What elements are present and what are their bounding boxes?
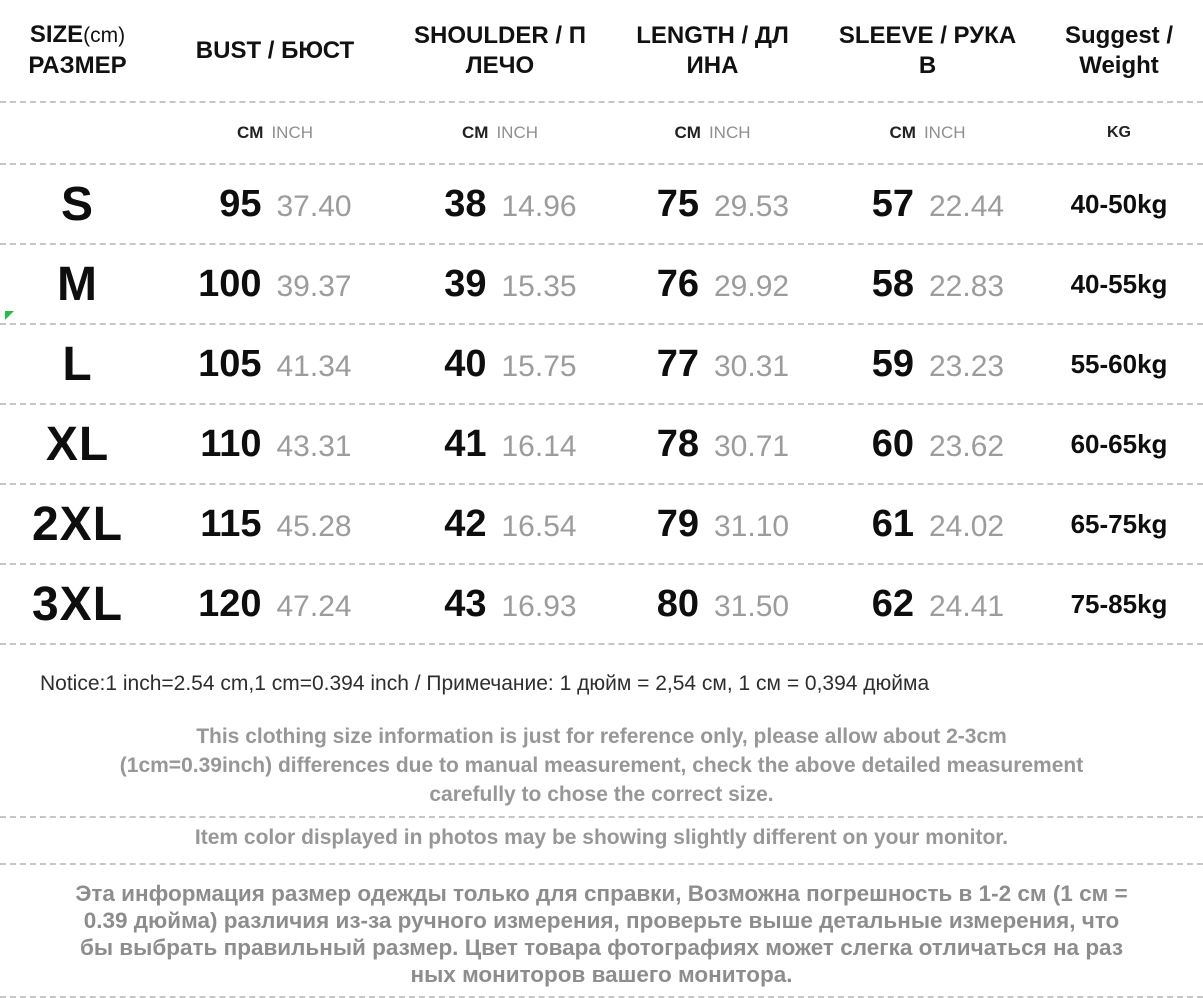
shoulder-cell [395, 183, 605, 226]
header-size-unit: (cm) [83, 24, 126, 47]
weight-value: 55-60kg [1070, 348, 1168, 379]
shoulder-cell [395, 503, 605, 546]
length-cell [605, 503, 820, 546]
disclaimer-en [0, 722, 1203, 865]
length-cm-value: 79 [656, 502, 699, 545]
bust-inch-value: 45.28 [276, 509, 352, 543]
table-row [0, 325, 1203, 405]
sleeve-cm-value: 62 [871, 582, 914, 625]
header-weight-line1: Suggest / [1064, 21, 1173, 49]
sleeve-inch-value: 23.62 [929, 429, 1005, 463]
length-cm-value: 76 [656, 262, 699, 305]
weight-value: 60-65kg [1070, 428, 1168, 459]
units-row [0, 103, 1203, 165]
units-bust-inch: INCH [271, 123, 313, 142]
header-size-label: SIZE [29, 21, 84, 48]
bust-cell [155, 423, 395, 466]
header-size-ru: РАЗМЕР [28, 52, 127, 79]
length-cm-value: 77 [656, 342, 699, 385]
shoulder-cell [395, 263, 605, 306]
bust-inch-value: 41.34 [276, 349, 352, 383]
size-label: M [57, 257, 98, 311]
length-inch-value: 29.53 [714, 189, 790, 223]
length-inch-value: 31.10 [714, 509, 790, 543]
header-shoulder-line1: SHOULDER / П [414, 21, 586, 49]
length-inch-value: 31.50 [714, 589, 790, 623]
length-inch-value: 30.31 [714, 349, 790, 383]
sleeve-cell [820, 583, 1035, 626]
bust-cm-value: 100 [198, 262, 262, 305]
units-shoulder-cm: CM [461, 123, 489, 142]
shoulder-cm-value: 39 [444, 262, 487, 305]
length-cell [605, 263, 820, 306]
header-size-line1 [0, 20, 155, 51]
bust-cell [155, 263, 395, 306]
units-weight-kg: KG [1107, 124, 1131, 141]
sleeve-cell [820, 343, 1035, 386]
disclaimer-ru-line1: Эта информация размер одежды только для справки, Возможна погрешность в 1-2 см (1 см = [75, 881, 1128, 906]
units-shoulder-inch: INCH [496, 123, 538, 142]
header-length-line1: LENGTH / ДЛ [636, 21, 789, 49]
header-bust: BUST / БЮСТ [195, 36, 355, 64]
sleeve-cm-value: 57 [871, 182, 914, 225]
length-cell [605, 583, 820, 626]
size-label: L [62, 337, 93, 391]
header-shoulder-line2: ЛЕЧО [465, 51, 535, 79]
bust-inch-value: 47.24 [276, 589, 352, 623]
header-weight-line2: Weight [1079, 51, 1159, 79]
sleeve-cm-value: 58 [871, 262, 914, 305]
length-inch-value: 29.92 [714, 269, 790, 303]
sleeve-inch-value: 24.41 [929, 589, 1005, 623]
table-row [0, 485, 1203, 565]
length-inch-value: 30.71 [714, 429, 790, 463]
table-row [0, 565, 1203, 645]
disclaimer-en-line2: (1cm=0.39inch) differences due to manual measurement, check the above detailed measurement [119, 754, 1084, 777]
units-sleeve [820, 123, 1035, 143]
disclaimer-en-line1: This clothing size information is just for reference only, please allow about 2-3cm [196, 725, 1007, 748]
weight-value: 75-85kg [1070, 588, 1168, 619]
units-length-cm: CM [674, 123, 701, 142]
length-cell [605, 343, 820, 386]
header-length [605, 21, 820, 81]
units-sleeve-inch: INCH [923, 123, 966, 142]
sleeve-inch-value: 24.02 [929, 509, 1005, 543]
sleeve-inch-value: 23.23 [929, 349, 1005, 383]
shoulder-cm-value: 43 [444, 582, 487, 625]
table-row [0, 405, 1203, 485]
weight-value: 65-75kg [1070, 508, 1168, 539]
shoulder-cell [395, 343, 605, 386]
units-shoulder [395, 123, 605, 143]
header-length-line2: ИНА [686, 51, 739, 79]
green-artifact-mark [5, 311, 14, 320]
disclaimer-en-line4: Item color displayed in photos may be showing slightly different on your monitor. [0, 818, 1203, 865]
length-cm-value: 78 [656, 422, 699, 465]
sleeve-cell [820, 183, 1035, 226]
length-cm-value: 75 [656, 182, 699, 225]
shoulder-cm-value: 40 [444, 342, 487, 385]
conversion-notice: Notice:1 inch=2.54 cm,1 cm=0.394 inch / Примечание: 1 дюйм = 2,54 см, 1 см = 0,394 дюйма [40, 672, 930, 695]
bust-inch-value: 37.40 [276, 189, 352, 223]
bust-cm-value: 120 [198, 582, 262, 625]
shoulder-inch-value: 15.75 [501, 349, 577, 383]
disclaimer-ru-line3: бы выбрать правильный размер. Цвет товара фотографиях может слегка отличаться на раз [79, 935, 1124, 960]
length-cell [605, 183, 820, 226]
disclaimer-ru [0, 880, 1203, 998]
sleeve-cm-value: 60 [871, 422, 914, 465]
table-header [0, 0, 1203, 103]
header-sleeve-line2: В [918, 51, 937, 79]
weight-value: 40-55kg [1070, 268, 1168, 299]
bust-cm-value: 110 [200, 422, 262, 465]
bust-cm-value: 105 [198, 342, 262, 385]
weight-value: 40-50kg [1070, 188, 1168, 219]
bust-cm-value: 115 [200, 502, 262, 545]
sleeve-cell [820, 423, 1035, 466]
size-label: 2XL [31, 497, 124, 551]
shoulder-inch-value: 14.96 [501, 189, 577, 223]
shoulder-cm-value: 38 [444, 182, 487, 225]
shoulder-cell [395, 423, 605, 466]
length-cell [605, 423, 820, 466]
shoulder-inch-value: 16.93 [501, 589, 577, 623]
sleeve-cell [820, 263, 1035, 306]
header-size [0, 20, 155, 81]
header-shoulder [395, 21, 605, 81]
table-row [0, 165, 1203, 245]
header-sleeve-line1: SLEEVE / РУКА [838, 21, 1017, 49]
sleeve-cell [820, 503, 1035, 546]
sleeve-inch-value: 22.83 [929, 269, 1005, 303]
disclaimer-ru-line4: ных мониторов вашего монитора. [410, 962, 793, 987]
table-row [0, 245, 1203, 325]
disclaimer-ru-line2: 0.39 дюйма) различия из-за ручного измерения, проверьте выше детальные измерения, что [83, 908, 1120, 933]
bust-inch-value: 43.31 [276, 429, 352, 463]
bust-inch-value: 39.37 [276, 269, 352, 303]
shoulder-inch-value: 16.14 [501, 429, 577, 463]
units-sleeve-cm: CM [889, 123, 916, 142]
bust-cell [155, 183, 395, 226]
shoulder-inch-value: 16.54 [501, 509, 577, 543]
bust-cm-value: 95 [219, 182, 262, 225]
units-bust [155, 123, 395, 143]
shoulder-cell [395, 583, 605, 626]
size-label: 3XL [31, 577, 124, 631]
header-weight [1035, 21, 1203, 81]
length-cm-value: 80 [656, 582, 699, 625]
shoulder-cm-value: 42 [444, 502, 487, 545]
size-label: XL [45, 417, 110, 471]
bust-cell [155, 503, 395, 546]
units-length-inch: INCH [708, 123, 751, 142]
shoulder-cm-value: 41 [444, 422, 487, 465]
size-label: S [60, 177, 94, 231]
sleeve-cm-value: 61 [871, 502, 914, 545]
units-length [605, 123, 820, 143]
bust-cell [155, 343, 395, 386]
header-sleeve [820, 21, 1035, 81]
units-bust-cm: CM [236, 123, 264, 142]
disclaimer-en-line3: carefully to chose the correct size. [0, 780, 1203, 818]
shoulder-inch-value: 15.35 [501, 269, 577, 303]
sleeve-inch-value: 22.44 [929, 189, 1005, 223]
sleeve-cm-value: 59 [871, 342, 914, 385]
bust-cell [155, 583, 395, 626]
